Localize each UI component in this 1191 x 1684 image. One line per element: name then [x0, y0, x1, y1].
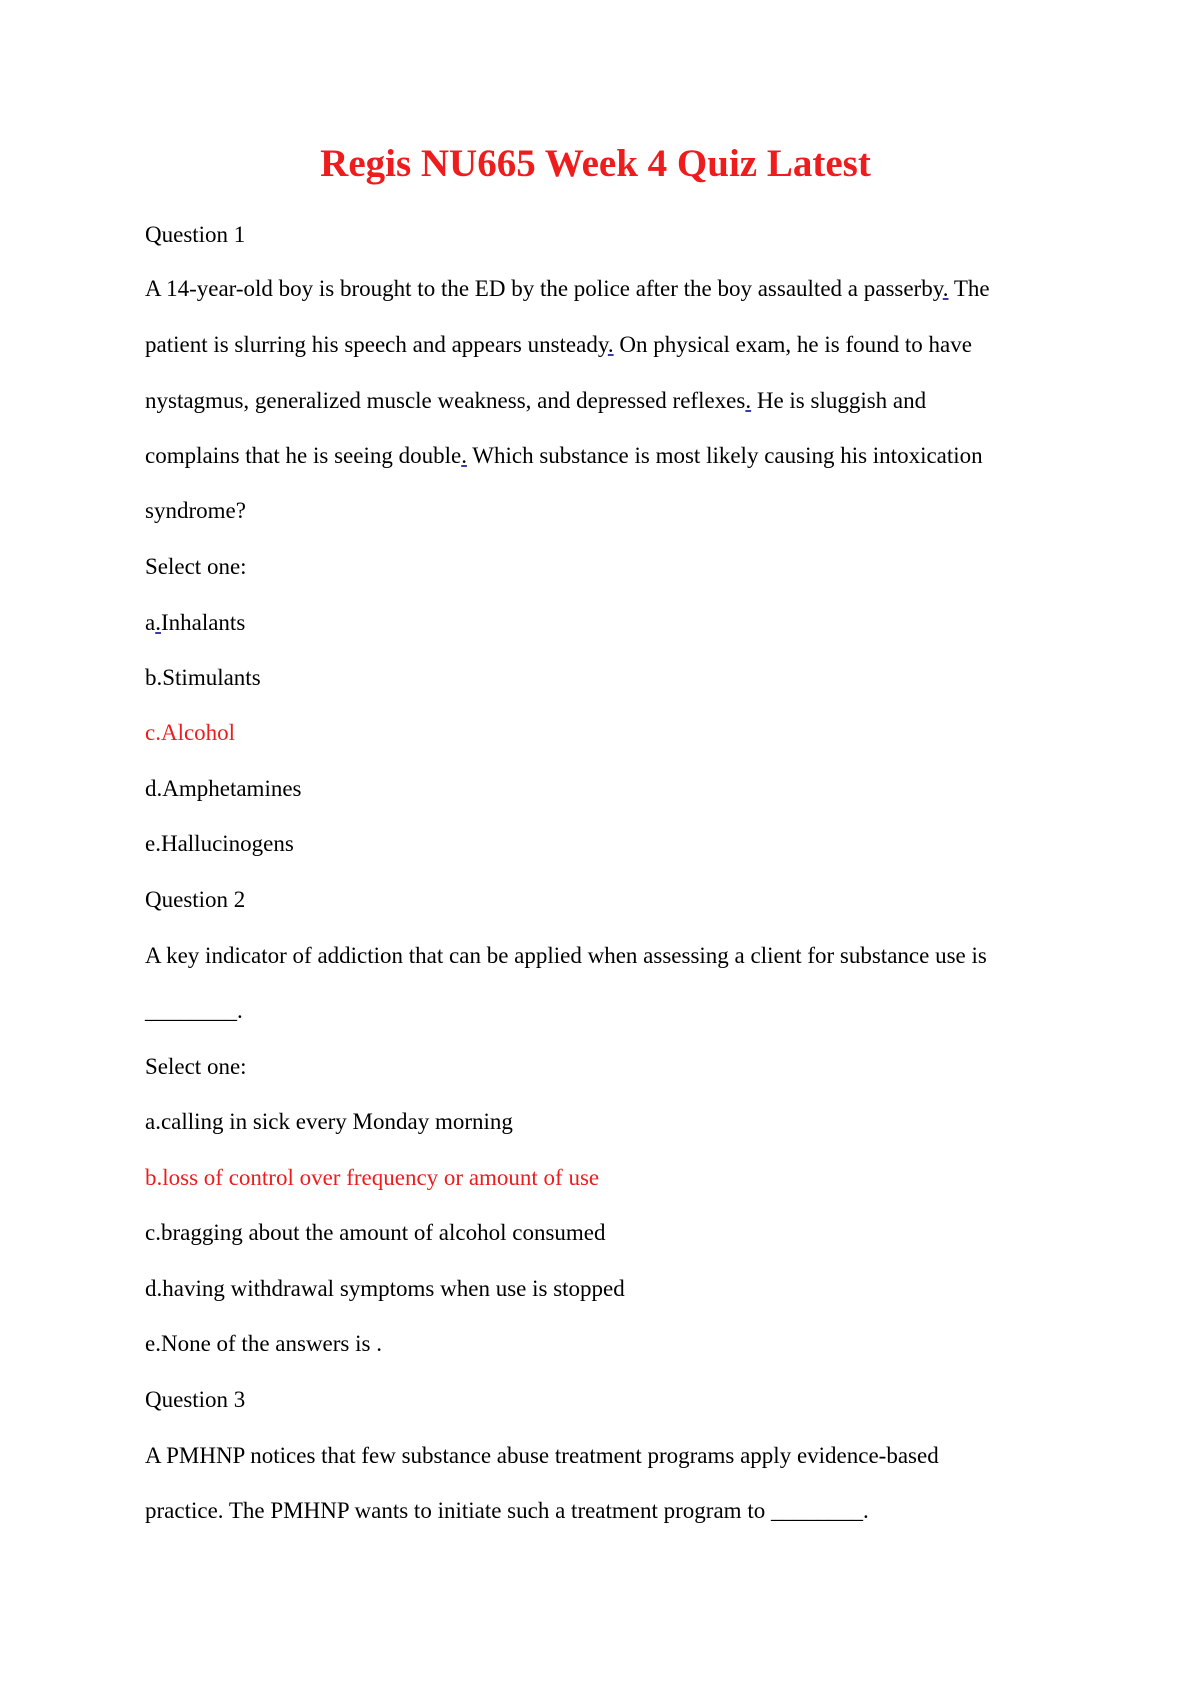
- question-2-option-c[interactable]: c.bragging about the amount of alcohol consumed: [145, 1220, 606, 1245]
- question-1-stem-line-5: syndrome?: [145, 498, 246, 523]
- page-title: Regis NU665 Week 4 Quiz Latest: [320, 142, 871, 185]
- question-3-label: Question 3: [145, 1387, 246, 1412]
- question-2-option-e[interactable]: e.None of the answers is .: [145, 1331, 382, 1356]
- question-1-option-c-highlighted[interactable]: c.Alcohol: [145, 720, 236, 745]
- question-1-label: Question 1: [145, 222, 246, 247]
- question-2-stem-line-2: ________.: [145, 998, 243, 1023]
- question-2-label: Question 2: [145, 887, 246, 912]
- question-2-option-d[interactable]: d.having withdrawal symptoms when use is stopped: [145, 1276, 625, 1301]
- question-1-stem-line-2: patient is slurring his speech and appears unsteady. On physical exam, he is found to have: [145, 332, 972, 357]
- question-3-stem-line-2: practice. The PMHNP wants to initiate such a treatment program to ________.: [145, 1498, 869, 1523]
- question-1-option-b[interactable]: b.Stimulants: [145, 665, 261, 690]
- question-2-select-label: Select one:: [145, 1054, 247, 1079]
- question-1-option-d[interactable]: d.Amphetamines: [145, 776, 302, 801]
- question-1-stem-line-3: nystagmus, generalized muscle weakness, and depressed reflexes. He is sluggish and: [145, 388, 927, 413]
- question-1-option-a[interactable]: a.Inhalants: [145, 610, 246, 635]
- question-2-stem-line-1: A key indicator of addiction that can be applied when assessing a client for substance use is: [145, 943, 987, 968]
- question-1-stem-line-1: A 14-year-old boy is brought to the ED by the police after the boy assaulted a passerby. The: [145, 276, 990, 301]
- question-1-stem-line-4: complains that he is seeing double. Which substance is most likely causing his intoxication: [145, 443, 983, 468]
- question-1-select-label: Select one:: [145, 554, 247, 579]
- question-1-option-e[interactable]: e.Hallucinogens: [145, 831, 294, 856]
- question-2-option-a[interactable]: a.calling in sick every Monday morning: [145, 1109, 513, 1134]
- question-2-option-b-highlighted[interactable]: b.loss of control over frequency or amount of use: [145, 1165, 600, 1190]
- question-3-stem-line-1: A PMHNP notices that few substance abuse treatment programs apply evidence-based: [145, 1443, 939, 1468]
